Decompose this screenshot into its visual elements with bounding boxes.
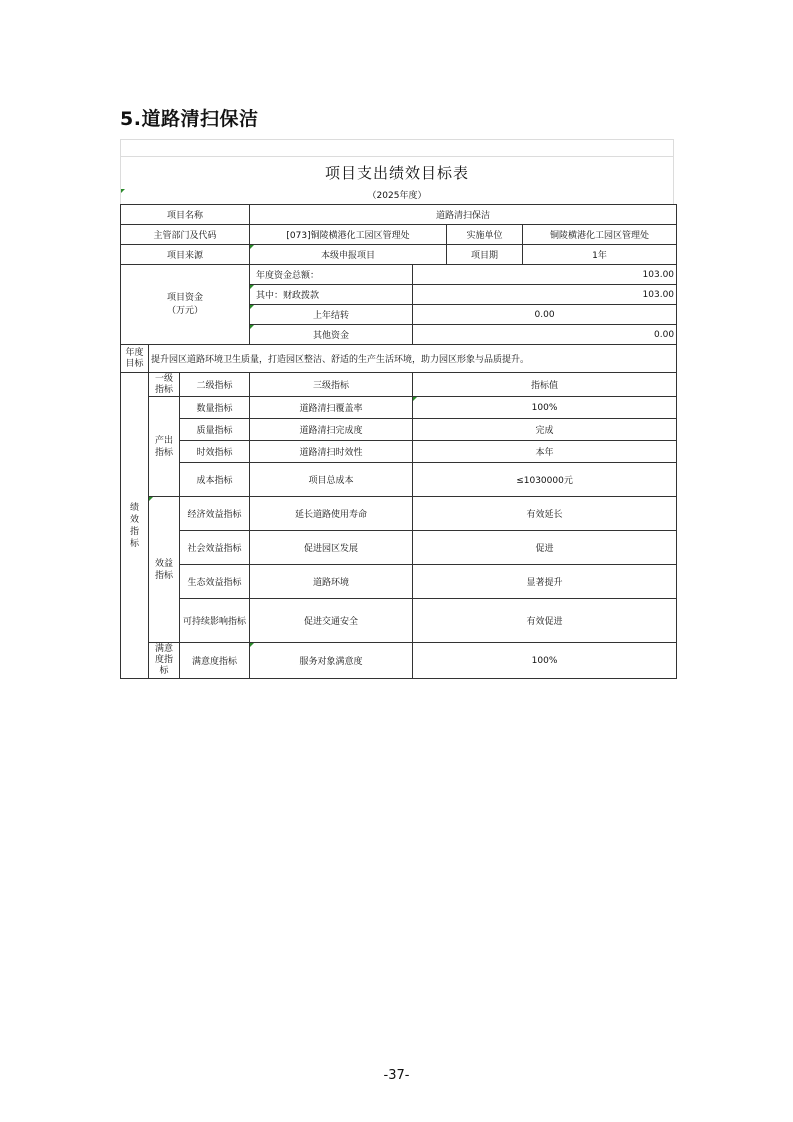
- section-heading: 5.道路清扫保洁: [120, 108, 259, 130]
- indicator-l3: 道路清扫完成度: [250, 419, 413, 441]
- header-l1: 一级 指标: [149, 373, 180, 397]
- source-value: 本级申报项目: [250, 245, 447, 265]
- table-row: [121, 599, 677, 643]
- table-row: [121, 225, 677, 245]
- cell-marker-icon: [250, 245, 254, 249]
- year-text: （2025年度）: [367, 191, 427, 201]
- indicators-side-label: 绩 效 指 标: [121, 373, 149, 679]
- effect-label: 效益 指标: [149, 497, 180, 643]
- indicator-l2: 社会效益指标: [180, 531, 250, 565]
- page-number: -37-: [383, 1068, 410, 1083]
- table-row: [121, 373, 677, 397]
- table-row: [121, 497, 677, 531]
- cell-marker-icon: [250, 325, 254, 329]
- sheet-top-row: [120, 139, 674, 156]
- funds-row-value: 103.00: [413, 285, 677, 305]
- funds-row-label: 其他资金: [250, 325, 413, 345]
- indicator-l2: 生态效益指标: [180, 565, 250, 599]
- period-value: 1年: [523, 245, 677, 265]
- indicator-l2: 经济效益指标: [180, 497, 250, 531]
- table-row: [121, 265, 677, 285]
- table-row: [121, 205, 677, 225]
- table-row: [121, 345, 677, 373]
- table-row: [121, 531, 677, 565]
- indicator-l2: 成本指标: [180, 463, 250, 497]
- header-l3: 三级指标: [250, 373, 413, 397]
- table-row: [121, 441, 677, 463]
- table-row: [121, 419, 677, 441]
- impl-label: 实施单位: [447, 225, 523, 245]
- output-label: 产出 指标: [149, 397, 180, 497]
- cell-marker-icon: [250, 305, 254, 309]
- indicator-l2: 时效指标: [180, 441, 250, 463]
- indicator-value: 100%: [413, 397, 677, 419]
- indicator-l3: 服务对象满意度: [250, 643, 413, 679]
- funds-row-value: 0.00: [413, 305, 677, 325]
- indicator-l3: 道路清扫覆盖率: [250, 397, 413, 419]
- cell-marker-icon: [121, 189, 125, 193]
- funds-row-label: 上年结转: [250, 305, 413, 325]
- indicator-l2: 可持续影响指标: [180, 599, 250, 643]
- dept-value: [073]铜陵横港化工园区管理处: [250, 225, 447, 245]
- satisfaction-label: 满意 度指 标: [149, 643, 180, 679]
- source-label: 项目来源: [121, 245, 250, 265]
- indicator-value: 有效促进: [413, 599, 677, 643]
- dept-label: 主管部门及代码: [121, 225, 250, 245]
- indicator-value: 完成: [413, 419, 677, 441]
- performance-table: [120, 204, 677, 679]
- indicator-value: 有效延长: [413, 497, 677, 531]
- indicator-l2: 数量指标: [180, 397, 250, 419]
- indicator-l2: 质量指标: [180, 419, 250, 441]
- funds-row-value: 103.00: [413, 265, 677, 285]
- cell-marker-icon: [149, 497, 153, 501]
- table-row: [121, 643, 677, 679]
- indicator-value: 本年: [413, 441, 677, 463]
- indicator-value: ≤1030000元: [413, 463, 677, 497]
- goal-label: 年度 目标: [121, 345, 149, 373]
- table-title: 项目支出绩效目标表: [120, 156, 674, 189]
- funds-row-label: 其中：财政拨款: [250, 285, 413, 305]
- header-l2: 二级指标: [180, 373, 250, 397]
- funds-label: 项目资金 （万元）: [121, 265, 250, 345]
- goal-text: 提升园区道路环境卫生质量，打造园区整洁、舒适的生产生活环境，助力园区形象与品质提升。: [149, 345, 677, 373]
- project-name-value: 道路清扫保洁: [250, 205, 677, 225]
- table-row: [121, 463, 677, 497]
- indicator-l3: 道路清扫时效性: [250, 441, 413, 463]
- indicator-l3: 促进交通安全: [250, 599, 413, 643]
- indicator-value: 100%: [413, 643, 677, 679]
- project-name-label: 项目名称: [121, 205, 250, 225]
- performance-sheet: [120, 139, 674, 679]
- funds-row-value: 0.00: [413, 325, 677, 345]
- period-label: 项目期: [447, 245, 523, 265]
- header-val: 指标值: [413, 373, 677, 397]
- indicator-l3: 促进园区发展: [250, 531, 413, 565]
- table-row: [121, 397, 677, 419]
- cell-marker-icon: [413, 397, 417, 401]
- impl-value: 铜陵横港化工园区管理处: [523, 225, 677, 245]
- cell-marker-icon: [250, 643, 254, 647]
- table-row: [121, 565, 677, 599]
- indicator-l3: 项目总成本: [250, 463, 413, 497]
- indicator-value: 显著提升: [413, 565, 677, 599]
- funds-row-label: 年度资金总额：: [250, 265, 413, 285]
- indicator-l3: 道路环境: [250, 565, 413, 599]
- indicator-l3: 延长道路使用寿命: [250, 497, 413, 531]
- table-row: [121, 245, 677, 265]
- indicator-l2: 满意度指标: [180, 643, 250, 679]
- year-label: [120, 189, 674, 204]
- indicator-value: 促进: [413, 531, 677, 565]
- cell-marker-icon: [250, 285, 254, 289]
